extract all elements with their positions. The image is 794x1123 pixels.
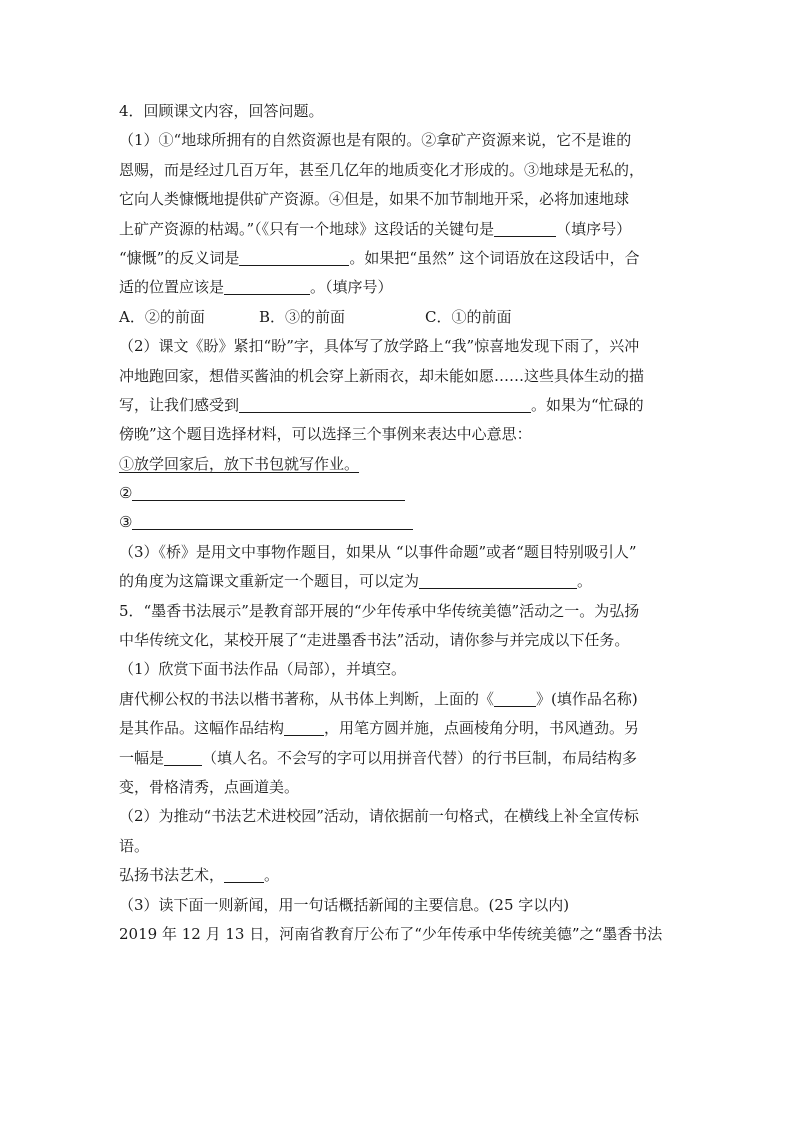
option-c[interactable]: C．①的前面: [425, 307, 512, 326]
text: 是其作品。这幅作品结构: [119, 719, 285, 738]
q4-p1-line-4: [119, 215, 679, 244]
q5-s2-answer: [119, 861, 679, 890]
text: 的角度为这篇课文重新定一个题目，可以定为: [119, 572, 420, 591]
text: “慷慨”的反义词是: [119, 248, 240, 267]
text: ，用笔方圆并施，点画棱角分明，书风遒劲。另: [324, 719, 640, 738]
example-2: [119, 479, 679, 508]
text: 》(填作品名称): [536, 689, 638, 708]
text: 适的位置应该是: [119, 278, 225, 297]
q4-p2-line-3: [119, 391, 679, 420]
new-title-blank[interactable]: [419, 573, 577, 590]
example-3-label: ③: [119, 513, 133, 532]
feeling-blank[interactable]: [239, 396, 531, 413]
text: （填序号）: [556, 219, 632, 238]
q4-p1-line-5: [119, 244, 679, 273]
text: 弘扬书法艺术，: [119, 866, 225, 885]
q4-p2-line: （2）课文《盼》紧扣“盼”字，具体写了放学路上“我”惊喜地发现下雨了，兴冲: [119, 337, 640, 356]
example-1-text: ①放学回家后，放下书包就写作业。: [119, 454, 360, 473]
text: 。: [577, 572, 593, 591]
q5-s1-line-1: [119, 685, 679, 714]
example-3-blank[interactable]: [132, 514, 413, 531]
q5-s2-line: 语。: [119, 836, 150, 855]
text: 。如果为“忙碌的: [531, 395, 644, 414]
text: 唐代柳公权的书法以楷书著称，从书体上判断，上面的《: [119, 689, 495, 708]
q5-intro-line: 中华传统文化，某校开展了“走进墨香书法”活动，请你参与并完成以下任务。: [119, 631, 630, 650]
q5-s3-news: 2019 年 12 月 13 日，河南省教育厅公布了“少年传承中华传统美德”之“墨香书法: [119, 924, 663, 943]
q4-p2-line: 冲地跑回家，想借买酱油的机会穿上新雨衣，却未能如愿……这些具体生动的描: [119, 366, 645, 385]
q5-s2-line: （2）为推动“书法艺术进校园”活动，请依据前一句格式，在横线上补全宣传标: [119, 807, 639, 826]
q4-p1-line: 恩赐，而是经过几百万年，甚至几亿年的地质变化才形成的。③地球是无私的，: [119, 160, 645, 179]
example-3: [119, 508, 679, 537]
q5-intro-line: 5．“墨香书法展示”是教育部开展的“少年传承中华传统美德”活动之一。为弘扬: [119, 601, 640, 620]
text: 。: [264, 866, 280, 885]
text: 一幅是: [119, 748, 165, 767]
example-1: [119, 450, 679, 479]
option-a[interactable]: A．②的前面: [119, 307, 205, 326]
q4-p1-line: （1）①“地球所拥有的自然资源也是有限的。②拿矿产资源来说，它不是谁的: [119, 131, 632, 150]
text: 上矿产资源的枯竭。”（《只有一个地球》这段话的关键句是: [119, 219, 495, 238]
key-sentence-blank[interactable]: [494, 220, 556, 237]
q4-title: 4．回顾课文内容，回答问题。: [119, 102, 324, 120]
q4-p3-line-1: （3）《桥》是用文中事物作题目，如果从 “以事件命题”或者“题目特别吸引人”: [119, 542, 637, 561]
antonym-blank[interactable]: [239, 249, 349, 266]
document-body: [119, 97, 679, 949]
q5-s1-line-3: [119, 744, 679, 773]
work-name-blank[interactable]: [494, 690, 536, 707]
q5-s1-title: （1）欣赏下面书法作品（局部），并填空。: [119, 660, 407, 679]
q4-p3-line-2: [119, 567, 679, 596]
example-2-blank[interactable]: [132, 484, 405, 501]
example-2-label: ②: [119, 484, 133, 503]
q4-options: [119, 303, 679, 332]
structure-blank[interactable]: [284, 719, 324, 736]
q5-s1-line-4: 变，骨格清秀，点画道美。: [119, 777, 300, 796]
q4-p1-line: 它向人类慷慨地提供矿产资源。④但是，如果不加节制地开采，必将加速地球: [119, 190, 630, 209]
person-name-blank[interactable]: [164, 749, 202, 766]
q4-p2-line-4: 傍晚”这个题目选择材料，可以选择三个事例来表达中心意思：: [119, 425, 532, 444]
q5-s1-line-2: [119, 714, 679, 743]
slogan-blank[interactable]: [224, 866, 264, 883]
q4-p1-line-6: [119, 273, 679, 302]
text: 。（填序号）: [310, 278, 393, 297]
text: 写，让我们感受到: [119, 395, 240, 414]
text: （填人名。不会写的字可以用拼音代替）的行书巨制，布局结构多: [202, 748, 638, 767]
text: 。如果把“虽然” 这个词语放在这段话中，合: [349, 248, 640, 267]
position-blank[interactable]: [224, 279, 310, 296]
option-b[interactable]: B．③的前面: [259, 307, 346, 326]
q5-s3-title: （3）读下面一则新闻，用一句话概括新闻的主要信息。(25 字以内): [119, 895, 570, 914]
